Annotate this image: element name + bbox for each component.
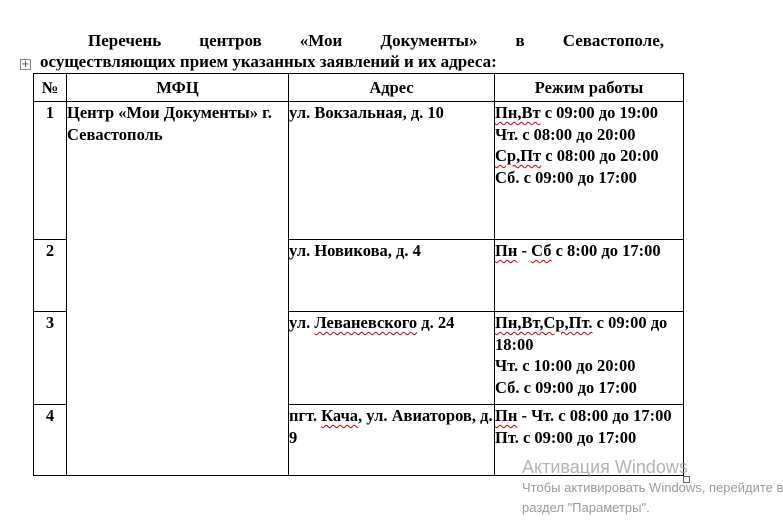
address-cell: ул. Новикова, д. 4 xyxy=(289,240,495,312)
mfc-table xyxy=(33,73,684,476)
header-address: Адрес xyxy=(289,74,495,102)
weekday-abbrev: Ср,Пт xyxy=(495,146,542,165)
header-number: № xyxy=(34,74,67,102)
schedule-cell xyxy=(495,240,684,312)
heading-line-1: Перечень центров «Мои Документы» в Севастополе, xyxy=(88,31,664,50)
watermark-line-2: раздел "Параметры". xyxy=(522,500,650,515)
address-cell: ул. Вокзальная, д. 10 xyxy=(289,102,495,240)
schedule-line: Ср,Пт с 08:00 до 20:00 xyxy=(495,146,659,165)
schedule-cell xyxy=(495,102,684,240)
row-number: 4 xyxy=(34,405,67,476)
schedule-line: Чт. с 10:00 до 20:00 xyxy=(495,356,636,375)
address-cell: пгт. Кача, ул. Авиаторов, д. 9 xyxy=(289,405,495,476)
table-header-row xyxy=(34,74,684,102)
schedule-line: Пн - Сб с 8:00 до 17:00 xyxy=(495,241,661,260)
table-row xyxy=(34,102,684,240)
address-cell: ул. Леваневского д. 24 xyxy=(289,312,495,405)
header-schedule: Режим работы xyxy=(495,74,684,102)
windows-activation-watermark xyxy=(522,456,783,518)
row-number: 1 xyxy=(34,102,67,240)
heading-line-2: осуществляющих прием указанных заявлений и их адреса: xyxy=(40,52,497,71)
schedule-cell xyxy=(495,312,684,405)
schedule-line: Пт. с 09:00 до 17:00 xyxy=(495,427,637,447)
header-mfc: МФЦ xyxy=(67,74,289,102)
schedule-line: Пн,Вт,Ср,Пт. с 09:00 до 18:00 xyxy=(495,313,668,354)
schedule-line: Пн - Чт. с 08:00 до 17:00 xyxy=(495,406,672,425)
schedule-line: Чт. с 08:00 до 20:00 xyxy=(495,124,636,144)
watermark-title: Активация Windows xyxy=(522,457,688,477)
document-heading xyxy=(40,30,664,72)
watermark-line-1: Чтобы активировать Windows, перейдите в xyxy=(522,480,783,495)
schedule-line: Пн,Вт с 09:00 до 19:00 xyxy=(495,103,658,122)
schedule-line: Сб. с 09:00 до 17:00 xyxy=(495,377,637,397)
weekday-abbrev: Пн,Вт xyxy=(495,103,541,122)
row-number: 2 xyxy=(34,240,67,312)
table-move-handle-icon[interactable]: + xyxy=(21,59,30,70)
schedule-line: Сб. с 09:00 до 17:00 xyxy=(495,167,637,187)
mfc-name-cell: Центр «Мои Документы» г. Севастополь xyxy=(67,102,289,476)
row-number: 3 xyxy=(34,312,67,405)
